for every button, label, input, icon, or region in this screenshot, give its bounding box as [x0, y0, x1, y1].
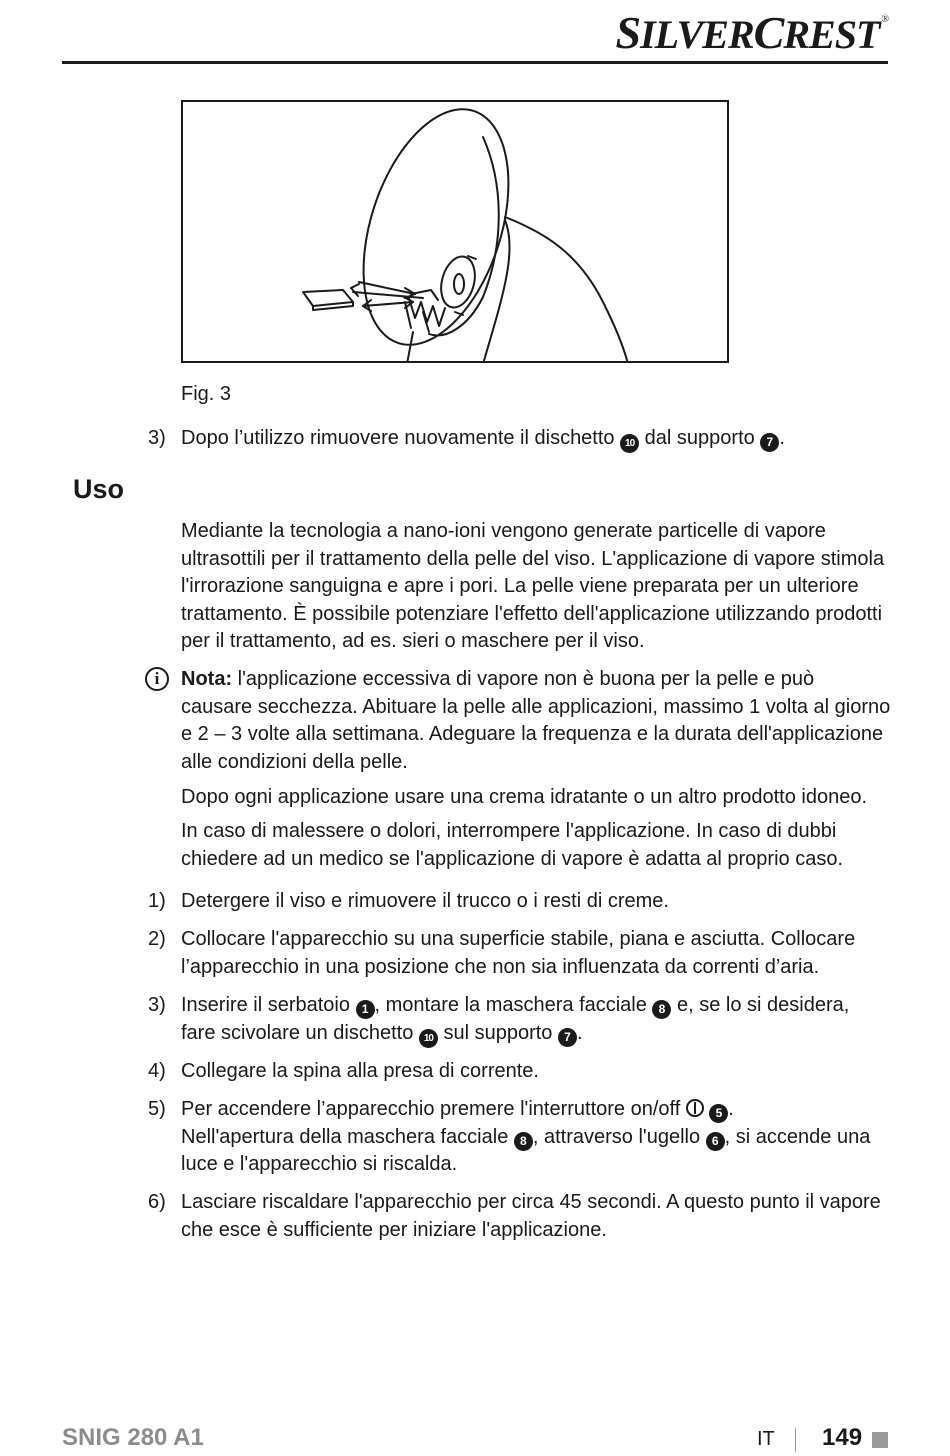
note-paragraph-2: Dopo ogni applicazione usare una crema idratante o un altro prodotto idoneo.: [181, 786, 868, 808]
note-paragraph-3: In caso di malessere o dolori, interrompere l'applicazione. In caso di dubbi chiedere ad un medico se l'applicazione di vapore è adatta al proprio caso.: [181, 820, 844, 870]
part-badge-6: 6: [706, 1132, 725, 1151]
part-badge-10: 10: [419, 1029, 438, 1048]
part-badge-8: 8: [652, 1000, 671, 1019]
figure-illustration: [181, 100, 729, 363]
step-number: 3): [148, 994, 166, 1016]
step-text: Inserire il serbatoio 1 , montare la maschera facciale 8 e, se lo si desidera, fare scivolare un dischetto 10 sul supporto 7 .: [181, 992, 893, 1048]
step-text: Collocare l'apparecchio su una superficie stabile, piana e asciutta. Collocare l’apparecchio in una posizione che non sia influenzata da correnti d’aria.: [181, 928, 856, 978]
part-badge-7: 7: [760, 433, 779, 452]
part-badge-10: 10: [620, 434, 639, 453]
step-text: Per accendere l’apparecchio premere l'interruttore on/off 5 . Nell'apertura della maschera facciale 8 , attraverso l'ugello 6 , si accende una luce e l'apparecchio si riscalda.: [181, 1098, 871, 1175]
part-badge-8: 8: [514, 1132, 533, 1151]
header-rule: [62, 61, 888, 64]
part-badge-1: 1: [356, 1000, 375, 1019]
step-number: 3): [148, 427, 166, 449]
step-text: Detergere il viso e rimuovere il trucco o i resti di creme.: [181, 890, 669, 912]
step-number: 4): [148, 1060, 166, 1082]
power-icon: [686, 1099, 704, 1117]
step-number: 5): [148, 1098, 166, 1120]
intro-paragraph: Mediante la tecnologia a nano-ioni vengono generate particelle di vapore ultrasottili per il trattamento della pelle del viso. L'applicazione di vapore stimola l'irrorazione sanguigna e apre i pori. La pelle viene preparata per un ulteriore trattamento. È possibile potenziare l'effetto dell'applicazione utilizzando prodotti per il trattamento, ad es. sieri o maschere per il viso.: [181, 520, 885, 652]
step-number: 2): [148, 928, 166, 950]
page-number: 149: [822, 1424, 863, 1451]
step-text: Lasciare riscaldare l'apparecchio per circa 45 secondi. A questo punto il vapore che esce è sufficiente per iniziare l'applicazione.: [181, 1191, 881, 1241]
footer-language: IT: [757, 1428, 775, 1450]
part-badge-7: 7: [558, 1028, 577, 1047]
brand-logo: SILVERCREST ®: [615, 7, 888, 58]
step-number: 6): [148, 1191, 166, 1213]
figure-caption: Fig. 3: [181, 383, 232, 405]
step-number: 1): [148, 890, 166, 912]
part-badge-5: 5: [709, 1104, 728, 1123]
device-drawing: [183, 102, 727, 361]
footer-separator: [795, 1428, 796, 1452]
info-icon: i: [145, 667, 169, 691]
footer-model: SNIG 280 A1: [62, 1424, 204, 1451]
note-paragraph: Nota: l'applicazione eccessiva di vapore non è buona per la pelle e può causare secchezza. Abituare la pelle alle applicazioni, massimo 1 volta al giorno e 2 – 3 volte alla settimana. Adeguare la frequenza e la durata dell'applicazione alle condizioni della pelle.: [181, 668, 891, 773]
step-text: Collegare la spina alla presa di corrente.: [181, 1060, 539, 1082]
note-label: Nota:: [181, 668, 233, 690]
section-title: Uso: [73, 474, 125, 504]
footer-square-icon: [872, 1432, 888, 1448]
step-text: Dopo l’utilizzo rimuovere nuovamente il dischetto 10 dal supporto 7 .: [181, 425, 785, 453]
